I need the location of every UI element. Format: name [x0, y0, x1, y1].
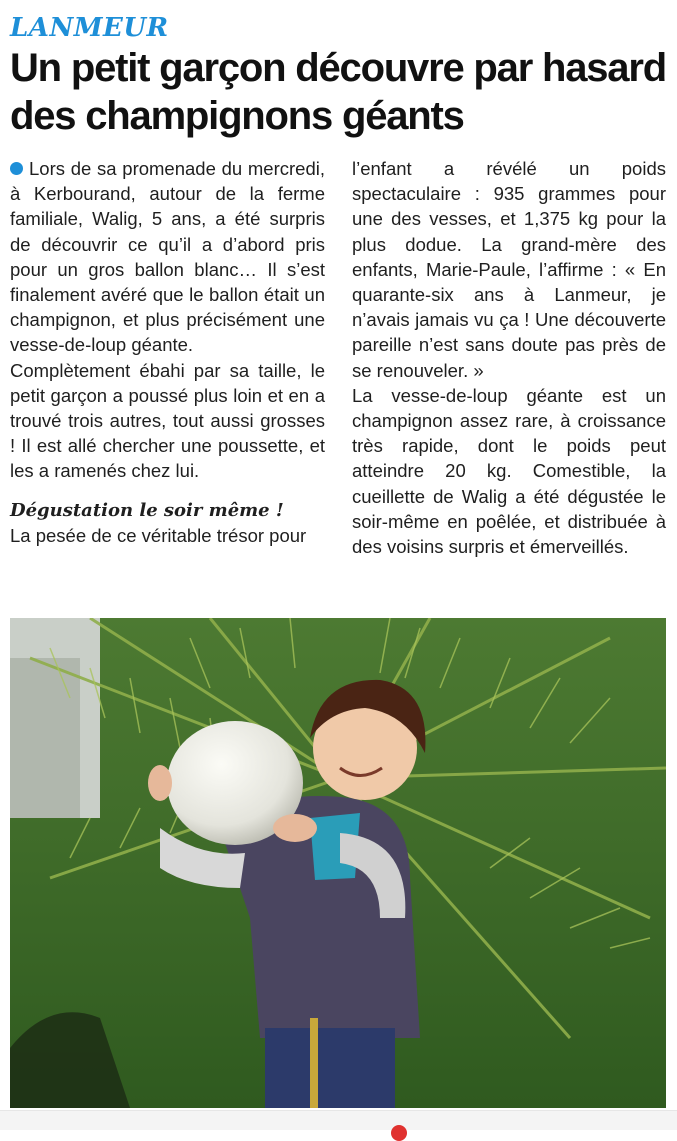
- article-paragraph: [10, 156, 325, 358]
- article-column-1: [10, 156, 325, 548]
- paragraph-text: Lors de sa promenade du mercredi, à Kerbourand, autour de la ferme familiale, Walig, 5 ans, a été surpris de découvrir ce qu’il a d’abord pris pour un gros ballon blanc… Il s’est finalement avéré que le ballon était un champignon, et plus précisément une vesse-de-loup géante.: [10, 158, 325, 356]
- bullet-dot-icon: [10, 162, 23, 175]
- photo-boy-with-giant-mushroom-icon: [10, 618, 666, 1108]
- record-dot-icon: [391, 1125, 407, 1141]
- article-paragraph: l’enfant a révélé un poids spectaculaire : 935 grammes pour une des vesses, et 1,375 kg pour la plus dodue. La grand-mère des enfants, Marie-Paule, l’affirme : « En quarante-six ans à Lanmeur, je n’avais jamais vu ça ! Une découverte pareille n’est sans doute pas près de se renouveler. »: [352, 158, 666, 381]
- article-column-2: [352, 156, 666, 559]
- article-paragraph: Complètement ébahi par sa taille, le petit garçon a poussé plus loin et en a trouvé trois autres, tout aussi grosses ! Il est allé chercher une poussette, et les a ramenés chez lui.: [10, 359, 325, 482]
- article-paragraph: La pesée de ce véritable trésor pour: [10, 524, 307, 546]
- article-headline: Un petit garçon découvre par hasard des champignons géants: [10, 46, 666, 138]
- bottom-bar: [0, 1110, 677, 1130]
- article-photo: [10, 618, 666, 1108]
- article-subhead: Dégustation le soir même !: [10, 499, 284, 521]
- article-paragraph: La vesse-de-loup géante est un champignon assez rare, à croissance très rapide, dont le poids peut atteindre 20 kg. Comestible, la cueillette de Walig a été dégustée le soir-même en poêlée, et distribuée à des voisins surpris et émerveillés.: [352, 384, 666, 558]
- section-kicker: LANMEUR: [10, 13, 169, 43]
